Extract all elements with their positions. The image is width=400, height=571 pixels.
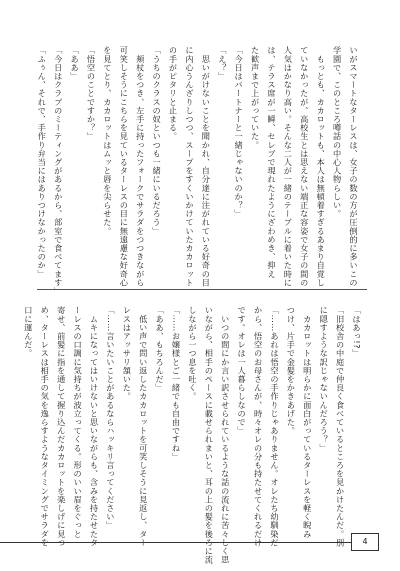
text-line: 可笑しそうにこちらを見ているターレスの目に無遠慮な好奇心 bbox=[119, 46, 130, 287]
dialogue-line: 「ああ」 bbox=[70, 46, 81, 81]
dialogue-line: 「ふぅん、それで、手作り弁当にはありつけなかったのか」 bbox=[37, 46, 48, 279]
section-divider bbox=[37, 289, 367, 290]
text-line: いながら、相手のペースに載せられまいと、耳の上の髪を後ろに流 bbox=[204, 306, 215, 564]
text-line: レスはアッサリ頷いた。 bbox=[122, 306, 133, 401]
text-line: に隠すような訳じゃないんだろう？」 bbox=[319, 306, 330, 453]
text-line: た歓声まで上がっていた。 bbox=[250, 46, 261, 150]
page-number: 4 bbox=[351, 533, 379, 551]
dialogue-line: 「悟空のことですか？」 bbox=[86, 46, 97, 141]
text-line: いがスマートなターレスは、女子の数の方が圧倒的に多いこの bbox=[349, 46, 359, 287]
text-line: 低い声で問い返したカカロットを可笑しそうに見返し、ター bbox=[138, 306, 149, 547]
text-line: です。オレは一人暮らしなので」 bbox=[237, 306, 248, 435]
text-line: もっとも、カカロットも、本人は無頓着すぎるあまり自覚し bbox=[316, 46, 327, 287]
text-line: つけ、片手で金髪をかきあげた。 bbox=[286, 306, 297, 435]
text-line: カカロットは明らかに面白がっているターレスを軽く睨み bbox=[302, 306, 313, 539]
upper-text-block bbox=[37, 46, 362, 296]
text-line: ムキになってはいけないと思いながらも、含みを持たせたタ bbox=[89, 306, 100, 547]
text-line: から、悟空のお母さんが、時々オレの分も持たせてくれるだけ bbox=[253, 306, 264, 547]
dialogue-line: 「……あれは悟空の手作りじゃありません。オレたち幼馴染だ bbox=[269, 306, 280, 547]
dialogue-line: 「え？」 bbox=[217, 46, 228, 81]
text-line: 人気はかなり高い。そんな二人が一緒のテーブルに着いた時に bbox=[283, 46, 294, 287]
text-line: は、テラス席が一瞬、セレブで現れたようにざわめき、抑え bbox=[266, 46, 277, 279]
dialogue-line: 「……お嬢様とご一緒でも自由ですね」 bbox=[171, 306, 182, 461]
text-line: の手がピタリと止まる。 bbox=[168, 46, 179, 141]
dialogue-line: 「旧校舎の中庭で仲良く食べているところを見かけたんだ。別 bbox=[335, 306, 346, 547]
text-line: 寄せ、前髪に指を通して握り込んだカカロットを楽しげに見つ bbox=[56, 306, 67, 547]
text-line: に内心うんざりしつつ、スープをすくいかけていたカカロット bbox=[184, 46, 195, 287]
text-line: 頬杖をつき、左手に持ったフォークでサラダをつつきながら bbox=[135, 46, 146, 287]
text-line: 思いがけないことを聞かれ、自分達に注がれている好奇の目 bbox=[201, 46, 212, 287]
footer-rule bbox=[0, 542, 351, 543]
text-line: ーレスの口調に気持ちが波立ってくる。形のいい眉をぐっと bbox=[73, 306, 84, 539]
text-line: いつの間にか言い訳させられているような話の流れに苦々しく思 bbox=[220, 306, 231, 564]
lower-text-block bbox=[23, 306, 365, 564]
text-line: 学園で、このところ噂話の中心人物らしい。 bbox=[332, 46, 343, 218]
text-line: を見てとり、カカロットはムッと唇を尖らせた。 bbox=[102, 46, 113, 236]
text-line: ていなかったが、高校生とは思えない端正な容姿で女子の間の bbox=[299, 46, 310, 287]
dialogue-line: 「……言いたいことがあるならハッキリ言ってください」 bbox=[105, 306, 116, 530]
text-line: しながら一つ息を吐く。 bbox=[187, 306, 198, 401]
text-line: め、ターレスは相手の気を逸らすようなタイミングでサラダを bbox=[40, 306, 51, 547]
dialogue-line: 「ああ、もちろんだ」 bbox=[155, 306, 166, 392]
dialogue-line: 「うちのクラスの奴といつも一緒にいるだろう」 bbox=[152, 46, 163, 236]
dialogue-line: 「今日はパートナーと一緒じゃないのか？」 bbox=[234, 46, 245, 218]
text-line: 口に運んだ。 bbox=[23, 306, 34, 358]
dialogue-line: 「今日はクラブのミーティングがあるから、部室で食べてます」 bbox=[53, 46, 64, 296]
dialogue-line: 「はあっ!?」 bbox=[352, 306, 362, 358]
